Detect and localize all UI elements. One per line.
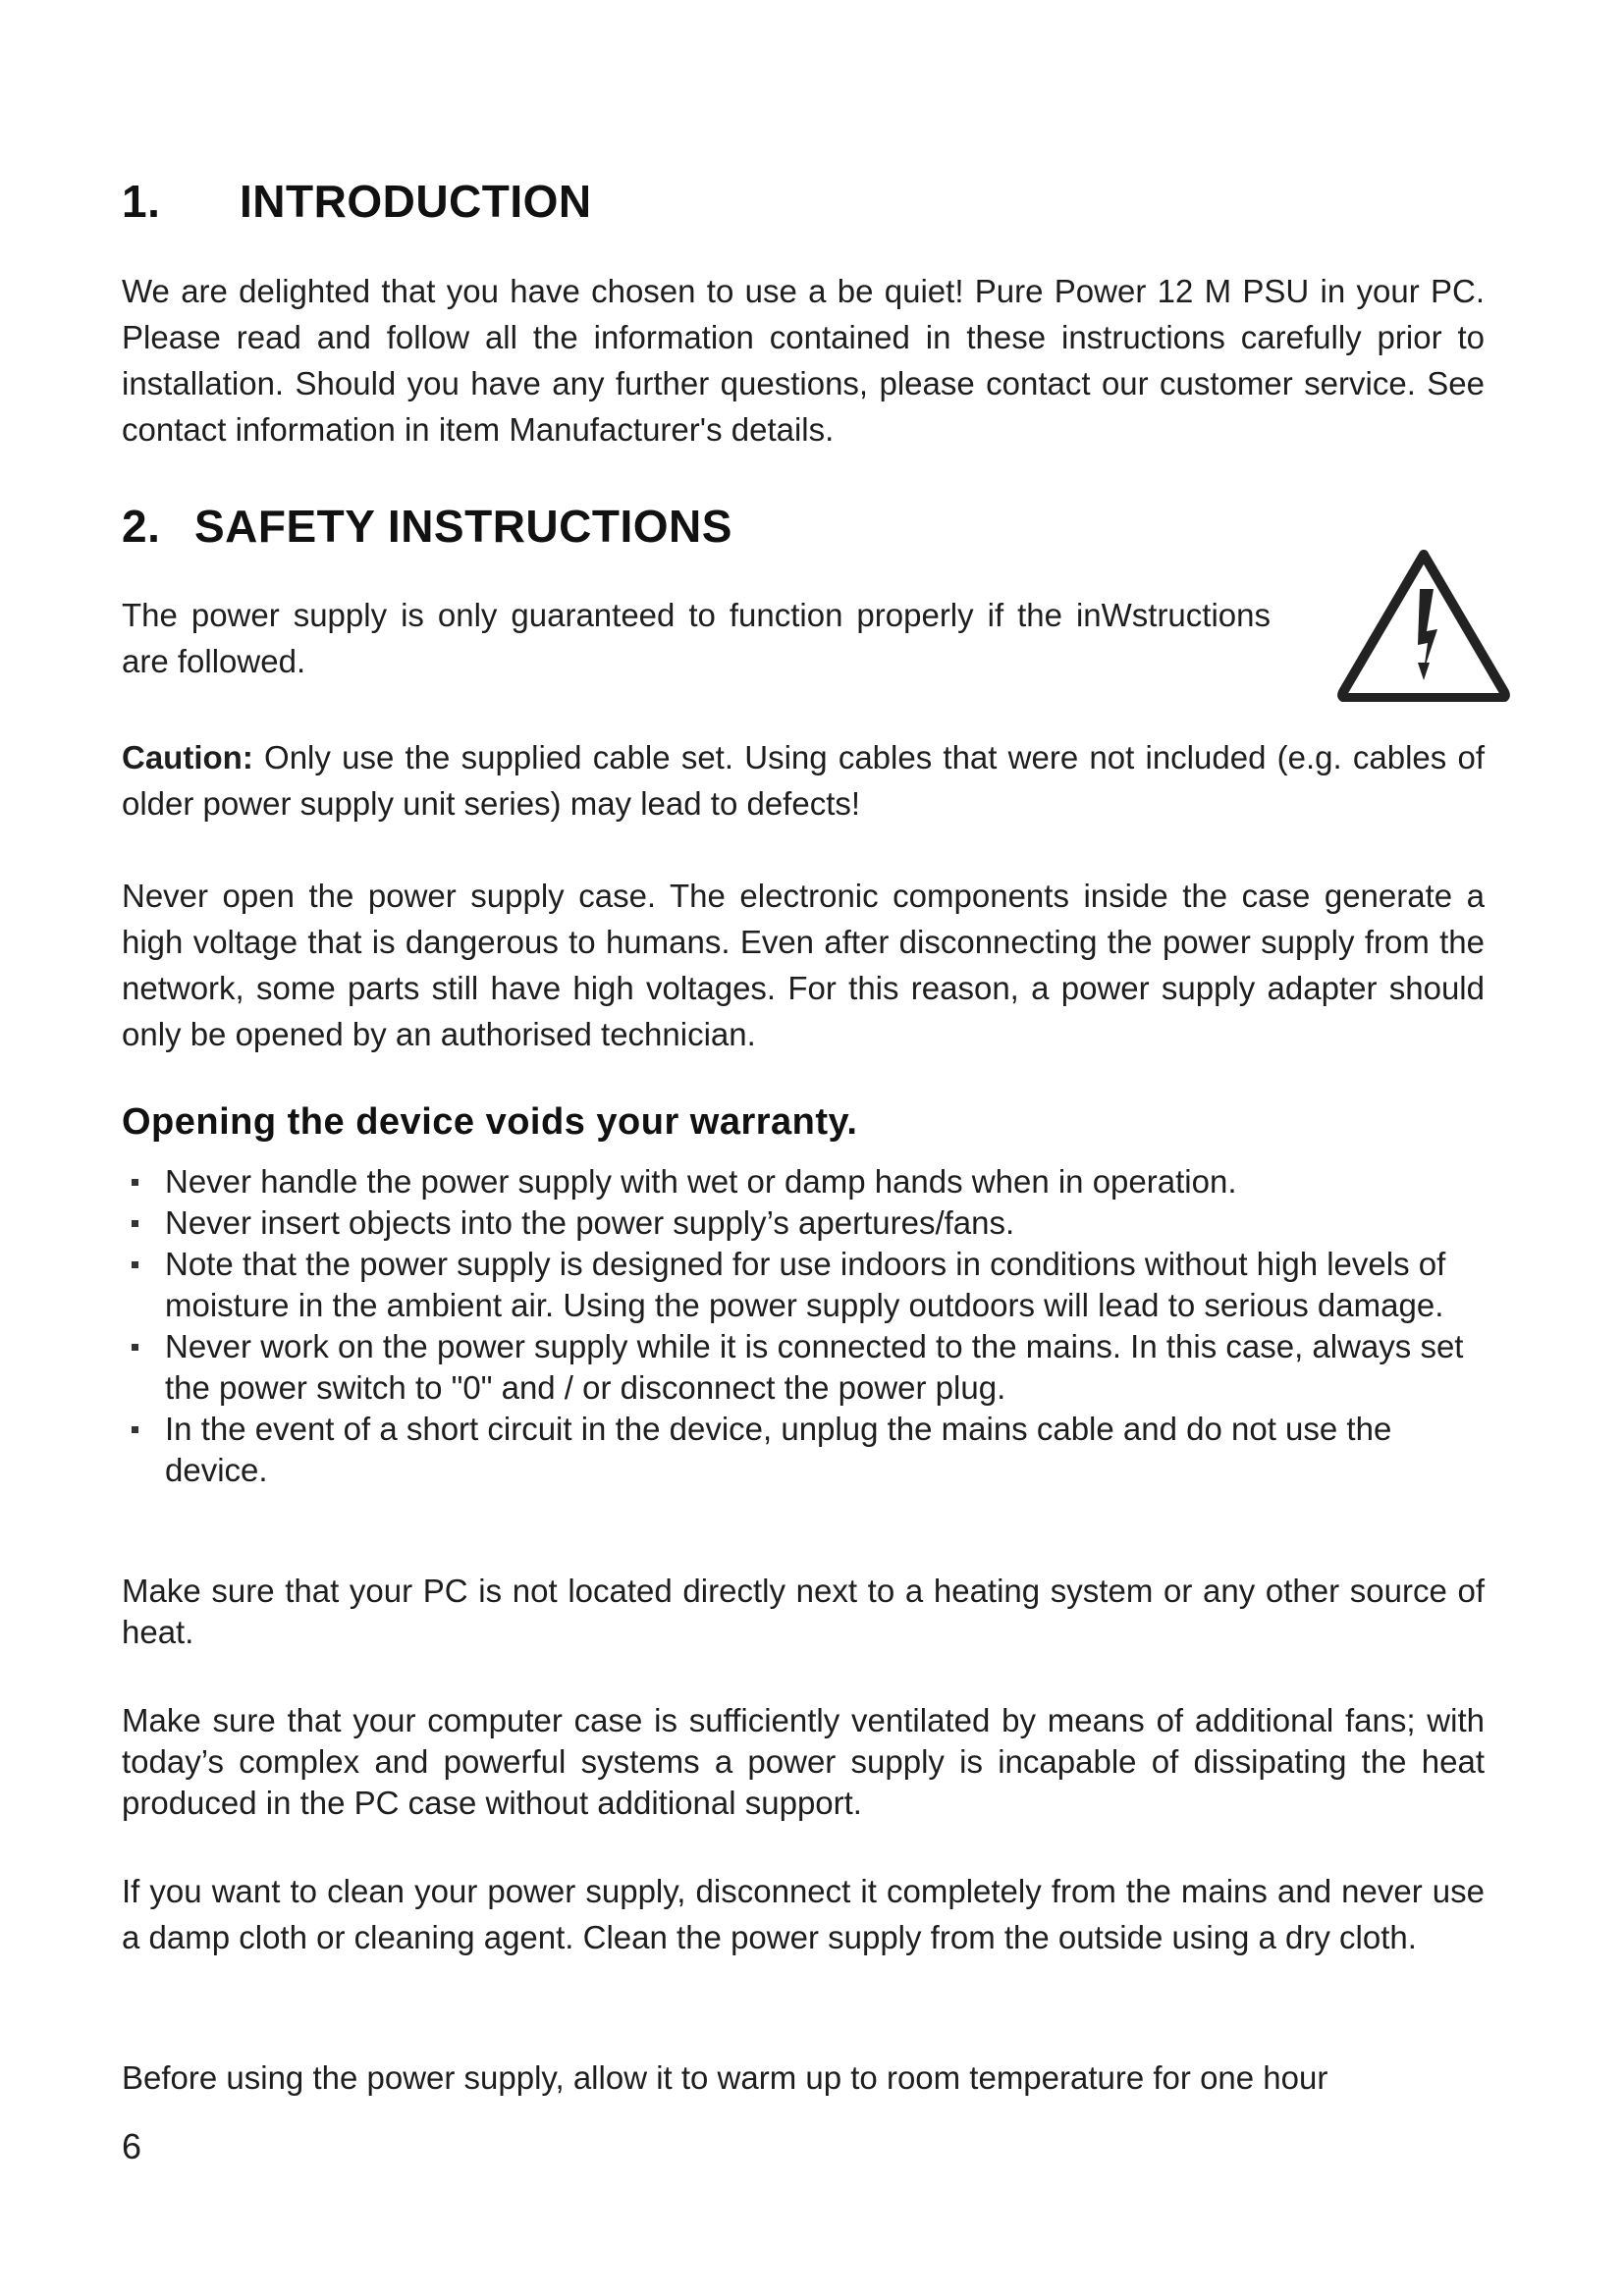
safety-intro-paragraph: The power supply is only guaranteed to function properly if the inWstructions are followed. bbox=[122, 597, 1271, 679]
section-1-heading bbox=[122, 175, 592, 228]
list-item: In the event of a short circuit in the device, unplug the mains cable and do not use the device. bbox=[122, 1409, 1485, 1491]
bullet-icon bbox=[132, 1220, 138, 1227]
caution-text: Only use the supplied cable set. Using cables that were not included (e.g. cables of older power supply unit series) may lead to defects! bbox=[122, 739, 1485, 822]
safety-bullet-list bbox=[122, 1161, 1485, 1491]
cleaning-paragraph: If you want to clean your power supply, disconnect it completely from the mains and never use a damp cloth or cleaning agent. Clean the power supply from the outside using a dry cloth. bbox=[122, 1873, 1485, 1955]
caution-paragraph bbox=[122, 734, 1485, 827]
bullet-icon bbox=[132, 1426, 138, 1433]
section-2-heading bbox=[122, 500, 732, 553]
caution-label: Caution: bbox=[122, 739, 253, 775]
bullet-icon bbox=[132, 1261, 138, 1268]
ventilation-paragraph: Make sure that your computer case is sufficiently ventilated by means of additional fans; with today’s complex and powerful systems a power supply is incapable of dissipating the heat produced in the PC case without additional support. bbox=[122, 1702, 1485, 1821]
list-item: Never insert objects into the power supply’s apertures/fans. bbox=[122, 1202, 1485, 1244]
list-item: Never work on the power supply while it is connected to the mains. In this case, always set the power switch to "0" and / or disconnect the power plug. bbox=[122, 1326, 1485, 1409]
warranty-heading: Opening the device voids your warranty. bbox=[122, 1101, 858, 1143]
page-number: 6 bbox=[122, 2126, 142, 2166]
introduction-paragraph: We are delighted that you have chosen to use a be quiet! Pure Power 12 M PSU in your PC. Please read and follow all the information contained in these instructions carefully prior to installation. Should you have any further questions, please contact our customer service. See contact information in item Manufacturer's details. bbox=[122, 273, 1485, 448]
section-2-title: SAFETY INSTRUCTIONS bbox=[194, 501, 732, 552]
warm-up-paragraph: Before using the power supply, allow it to warm up to room temperature for one hour bbox=[122, 2059, 1328, 2096]
section-1-number: 1. bbox=[122, 176, 161, 227]
list-item: Note that the power supply is designed for use indoors in conditions without high levels of moisture in the ambient air. Using the power supply outdoors will lead to serious damage. bbox=[122, 1244, 1485, 1326]
bullet-icon bbox=[132, 1344, 138, 1351]
section-2-number: 2. bbox=[122, 501, 161, 552]
heat-source-paragraph: Make sure that your PC is not located directly next to a heating system or any other source of heat. bbox=[122, 1573, 1485, 1650]
never-open-paragraph: Never open the power supply case. The electronic components inside the case generate a high voltage that is dangerous to humans. Even after disconnecting the power supply from the network, some parts still have high voltages. For this reason, a power supply adapter should only be opened by an authorised technician. bbox=[122, 878, 1485, 1052]
bullet-icon bbox=[132, 1179, 138, 1186]
section-1-title: INTRODUCTION bbox=[240, 176, 592, 227]
list-item: Never handle the power supply with wet or damp hands when in operation. bbox=[122, 1161, 1485, 1202]
high-voltage-warning-icon bbox=[1335, 545, 1512, 702]
